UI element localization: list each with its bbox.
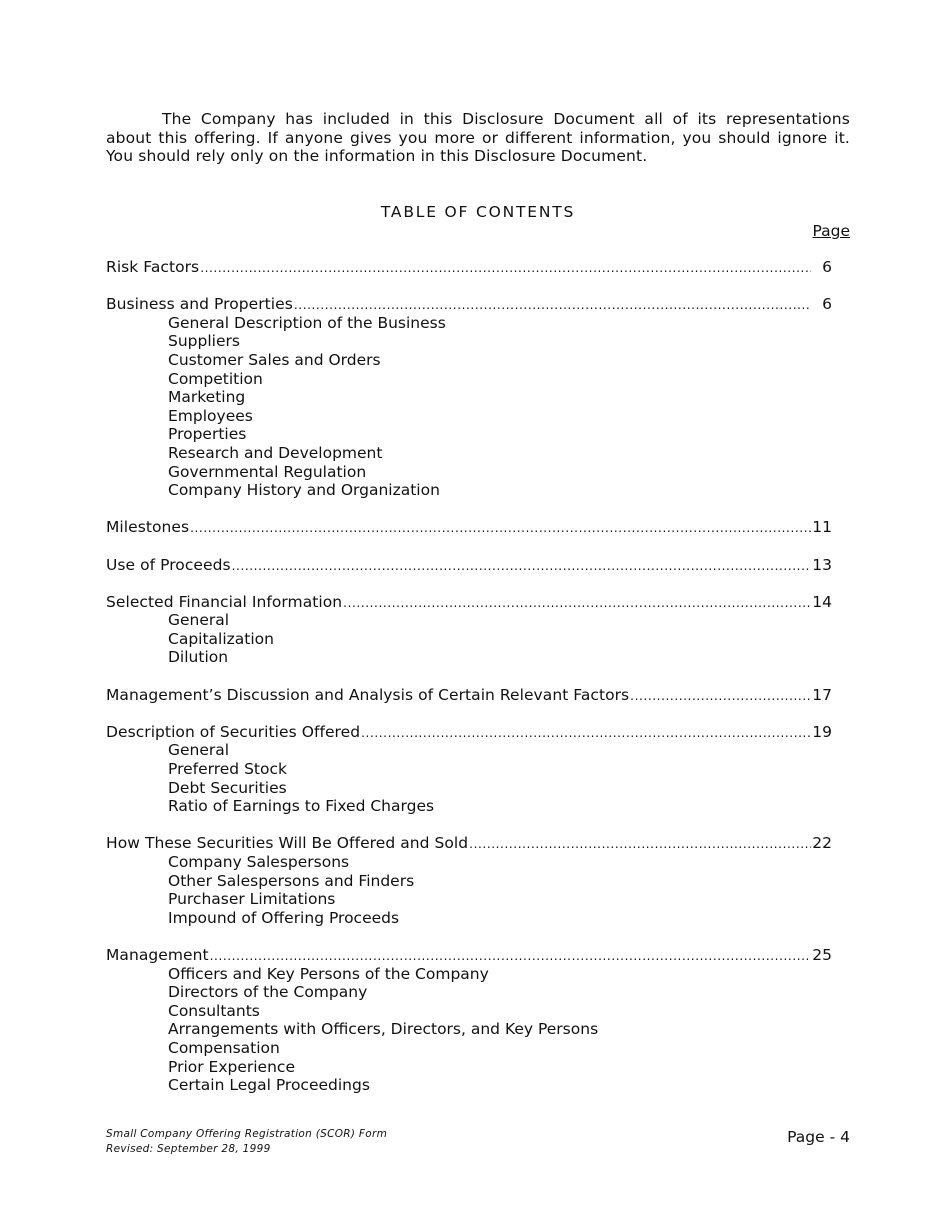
toc-section	[106, 295, 832, 500]
footer-form-info	[106, 1127, 387, 1156]
dot-leader	[630, 687, 811, 706]
toc-subsection-item: General	[168, 611, 230, 630]
dot-leader	[469, 835, 811, 854]
dot-leader	[294, 296, 811, 315]
toc-subsection-item: Competition	[168, 369, 263, 388]
toc-subsection-item: Company Salespersons	[168, 853, 350, 871]
toc-subsection-list	[106, 741, 832, 815]
toc-entry[interactable]	[106, 258, 832, 277]
dot-leader	[232, 557, 811, 576]
toc-section	[106, 834, 832, 927]
toc-subsection-item: Research and Development	[168, 443, 383, 462]
intro-text: The Company has included in this Disclosure Document all of its representations about this offering. If anyone gives you more or different information, you should ignore it. You should rely only on the information in this Disclosure Document.	[106, 110, 850, 165]
toc-section	[106, 593, 832, 667]
toc-entry-label: Milestones	[106, 518, 190, 537]
toc-entry-label: Use of Proceeds	[106, 555, 231, 574]
toc-entry-label: How These Securities Will Be Offered and Sold	[106, 834, 469, 853]
toc-section	[106, 686, 832, 705]
toc-section	[106, 518, 832, 537]
toc-subsection-item: Prior Experience	[168, 1057, 295, 1076]
toc-subsection-item: Customer Sales and Orders	[168, 350, 381, 369]
page-column-heading: Page	[812, 222, 850, 240]
footer-revised-date: Revised: September 28, 1999	[106, 1142, 271, 1155]
toc-subsection-item: Company History and Organization	[168, 481, 440, 500]
toc-subsection-list	[106, 853, 832, 927]
toc-entry-label: Risk Factors	[106, 258, 200, 276]
toc-subsection-item: Suppliers	[168, 332, 240, 351]
toc-entry[interactable]	[106, 295, 832, 314]
dot-leader	[361, 724, 811, 743]
toc-subsection-item: Debt Securities	[168, 778, 287, 797]
toc-subsection-item: General Description of the Business	[168, 313, 446, 332]
toc-subsection-item: Certain Legal Proceedings	[168, 1076, 370, 1095]
dot-leader	[343, 594, 811, 613]
toc-section	[106, 556, 832, 575]
toc-entry-page-number: 17	[812, 685, 832, 704]
toc-entry-page-number: 11	[812, 518, 832, 537]
toc-entry-label: Selected Financial Information	[106, 592, 343, 611]
toc-entry-page-number: 19	[812, 722, 832, 741]
toc-subsection-item: Marketing	[168, 388, 246, 407]
toc-section	[106, 946, 832, 1095]
toc-subsection-item: Arrangements with Officers, Directors, and Key Persons	[168, 1020, 599, 1039]
toc-subsection-item: Other Salespersons and Finders	[168, 871, 415, 890]
toc-entry-page-number: 6	[822, 295, 832, 314]
toc-entry-label: Business and Properties	[106, 295, 293, 314]
dot-leader	[190, 519, 811, 538]
toc-subsection-item: Employees	[168, 406, 253, 425]
toc-subsection-list	[106, 611, 832, 667]
toc-entry[interactable]	[106, 723, 832, 742]
dot-leader	[210, 947, 811, 966]
toc-subsection-item: Dilution	[168, 648, 229, 667]
toc-title: TABLE OF CONTENTS	[380, 203, 576, 221]
toc-subsection-item: Capitalization	[168, 629, 274, 648]
toc-subsection-item: Directors of the Company	[168, 983, 368, 1002]
toc-subsection-item: General	[168, 741, 230, 760]
toc-entry[interactable]	[106, 556, 832, 575]
toc-entry-page-number: 6	[822, 258, 832, 276]
toc-subsection-item: Properties	[168, 425, 247, 444]
toc-entry[interactable]	[106, 593, 832, 612]
toc-subsection-list	[106, 314, 832, 500]
toc-subsection-item: Officers and Key Persons of the Company	[168, 964, 489, 983]
toc-section	[106, 258, 832, 277]
toc-entry-page-number: 14	[812, 592, 832, 611]
toc-subsection-item: Purchaser Limitations	[168, 890, 336, 909]
toc-entry-page-number: 22	[812, 834, 832, 853]
toc-subsection-item: Consultants	[168, 1001, 260, 1020]
toc-entry-label: Description of Securities Offered	[106, 722, 361, 741]
toc-entry[interactable]	[106, 834, 832, 853]
toc-entry-page-number: 13	[812, 555, 832, 574]
toc-entry[interactable]	[106, 518, 832, 537]
footer-form-name: Small Company Offering Registration (SCOR) Form	[106, 1128, 388, 1140]
toc-subsection-item: Ratio of Earnings to Fixed Charges	[168, 797, 435, 816]
toc-subsection-item: Compensation	[168, 1038, 280, 1057]
toc-subsection-item: Impound of Offering Proceeds	[168, 908, 400, 927]
toc-entry[interactable]	[106, 686, 832, 705]
toc-section	[106, 723, 832, 816]
toc-entry-label: Management’s Discussion and Analysis of Certain Relevant Factors	[106, 685, 630, 704]
footer-page-number: Page - 4	[787, 1128, 850, 1146]
toc-entry[interactable]	[106, 946, 832, 965]
toc-subsection-list	[106, 965, 832, 1095]
intro-paragraph	[106, 110, 850, 166]
toc-entry-label: Management	[106, 945, 209, 964]
toc-entry-page-number: 25	[812, 945, 832, 964]
table-of-contents	[106, 258, 832, 1113]
toc-subsection-item: Preferred Stock	[168, 760, 287, 779]
dot-leader	[200, 259, 811, 278]
toc-subsection-item: Governmental Regulation	[168, 462, 367, 481]
